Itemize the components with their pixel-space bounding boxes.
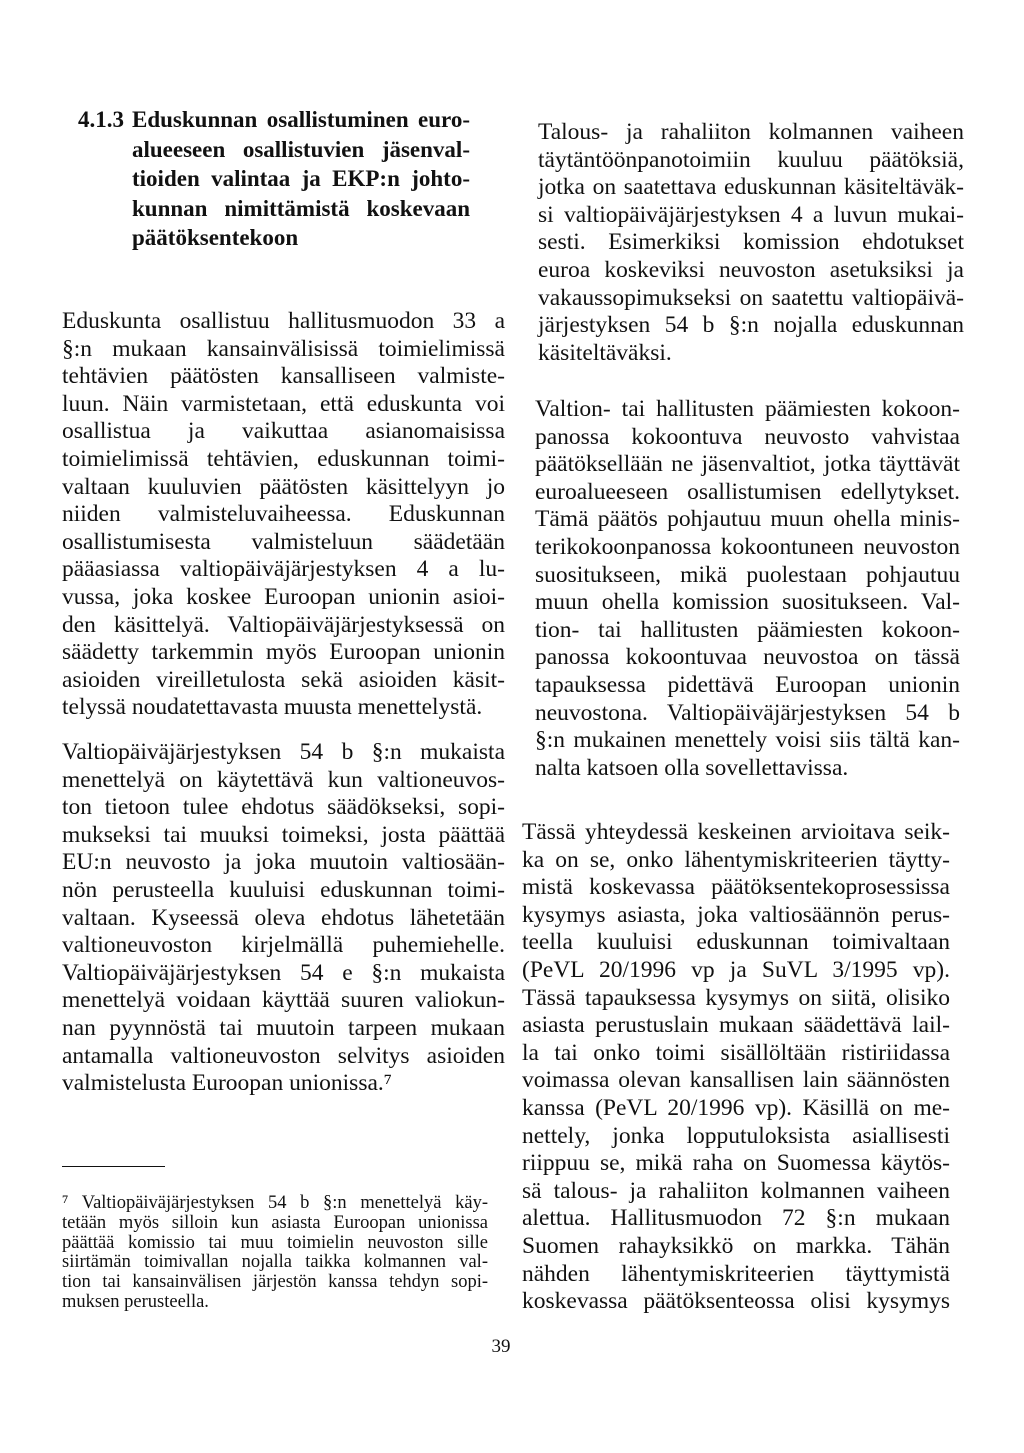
text-line: menettelyä voidaan käyttää suuren valiokun- bbox=[62, 987, 505, 1014]
text-line: tapauksessa pidettävä Euroopan unionin bbox=[535, 671, 960, 698]
text-line: Eduskunta osallistuu hallitusmuodon 33 a bbox=[62, 308, 505, 334]
text-line: vakaussopimukseksi on saatettu valtiopäivä- bbox=[538, 284, 964, 311]
text-line: muun ohella komission suositukseen. Val- bbox=[535, 589, 960, 616]
section-number: 4.1.3 bbox=[78, 107, 124, 132]
text-line: alueeseen osallistuvien jäsenval- bbox=[132, 136, 470, 162]
text-line: tetään myös silloin kun asiasta Euroopan unionissa bbox=[62, 1212, 488, 1233]
text-line: Tässä tapauksessa kysymys on siitä, olisiko bbox=[522, 984, 950, 1011]
text-line: nalta katsoen olla sovellettavissa. bbox=[535, 754, 849, 781]
text-line: toimielimissä tehtävien, eduskunnan toimi- bbox=[62, 445, 505, 472]
text-line: alettua. Hallitusmuodon 72 §:n mukaan bbox=[522, 1205, 950, 1232]
text-line: sä talous- ja rahaliiton kolmannen vaiheen bbox=[522, 1177, 950, 1204]
text-line: tion tai kansainvälisen järjestön kanssa tehdyn sopi- bbox=[62, 1272, 488, 1293]
paragraph bbox=[62, 308, 505, 722]
text-line: Valtiopäiväjärjestyksen 54 b §:n mukaista bbox=[62, 739, 505, 765]
text-line: valtaan. Kyseessä oleva ehdotus lähetetään bbox=[62, 904, 505, 931]
text-line: panossa kokoontuva neuvosto vahvistaa bbox=[535, 423, 960, 450]
text-line: asiasta perustuslain mukaan säädettävä lail- bbox=[522, 1012, 950, 1039]
paragraph bbox=[62, 739, 505, 1098]
text-line: menettelyä on käytettävä kun valtioneuvos- bbox=[62, 766, 505, 793]
text-line: koskevassa päätöksenteossa olisi kysymys bbox=[522, 1288, 950, 1315]
text-line: luun. Näin varmistetaan, että eduskunta voi bbox=[62, 390, 505, 417]
text-line: säädetty tarkemmin myös Euroopan unionin bbox=[62, 639, 505, 666]
text-line: muksen perusteella. bbox=[62, 1291, 209, 1312]
text-line: Talous- ja rahaliiton kolmannen vaiheen bbox=[538, 119, 964, 145]
text-line: osallistumisesta valmisteluun säädetään bbox=[62, 528, 505, 555]
page-number: 39 bbox=[491, 1336, 511, 1357]
text-line: päätöksentekoon bbox=[132, 225, 299, 250]
text-line: neuvostona. Valtiopäiväjärjestyksen 54 b bbox=[535, 699, 960, 726]
text-line: den käsittelyä. Valtiopäiväjärjestyksessä on bbox=[62, 611, 505, 638]
text-line: la tai onko toimi sisällöltään ristiriidassa bbox=[522, 1039, 950, 1066]
footnote-divider bbox=[62, 1166, 165, 1167]
text-line: panossa kokoontuvaa neuvostoa on tässä bbox=[535, 644, 960, 671]
text-line: terikokoonpanossa kokoontuneen neuvoston bbox=[535, 533, 960, 560]
text-line: (PeVL 20/1996 vp ja SuVL 3/1995 vp). bbox=[522, 956, 950, 983]
text-line: tion- tai hallitusten päämiesten kokoon- bbox=[535, 616, 960, 643]
text-line: suositukseen, mikä puolestaan pohjautuu bbox=[535, 561, 960, 588]
text-line: nan pyynnöstä tai muutoin tarpeen mukaan bbox=[62, 1014, 505, 1041]
section-heading bbox=[132, 105, 470, 253]
text-line: EU:n neuvosto ja joka muutoin valtiosään- bbox=[62, 849, 505, 876]
text-line: mistä koskevassa päätöksentekoprosessissa bbox=[522, 874, 950, 901]
text-line: euroalueeseen osallistumisen edellytykset. bbox=[535, 478, 960, 505]
text-line: täytäntöönpanotoimiin kuuluu päätöksiä, bbox=[538, 146, 964, 173]
text-line: nön perusteella kuuluisi eduskunnan toimi- bbox=[62, 876, 505, 903]
text-line: päättää komissio tai muu toimielin neuvoston sille bbox=[62, 1232, 488, 1253]
text-line: voimassa olevan kansallisen lain säännösten bbox=[522, 1067, 950, 1094]
text-line: Tämä päätös pohjautuu muun ohella minis- bbox=[535, 506, 960, 533]
text-line: nähden lähentymiskriteerien täyttymistä bbox=[522, 1260, 950, 1287]
paragraph bbox=[535, 396, 960, 782]
text-line: valtaan kuuluvien päätösten käsittelyyn jo bbox=[62, 473, 505, 500]
paragraph bbox=[522, 819, 950, 1316]
text-line: teella kuuluisi eduskunnan toimivaltaan bbox=[522, 929, 950, 956]
text-line: §:n mukaan kansainvälisissä toimielimissä bbox=[62, 335, 505, 362]
text-line: sesti. Esimerkiksi komission ehdotukset bbox=[538, 229, 964, 256]
text-line: tioiden valintaa ja EKP:n johto- bbox=[132, 166, 470, 191]
text-line: Eduskunnan osallistuminen euro- bbox=[132, 107, 470, 132]
text-line: ton tietoon tulee ehdotus säädökseksi, sopi- bbox=[62, 794, 505, 821]
text-line: asioiden vireilletulosta sekä asioiden käsit- bbox=[62, 666, 505, 693]
text-line: euroa koskeviksi neuvoston asetuksiksi ja bbox=[538, 256, 964, 283]
text-line: riippuu se, mikä raha on Suomessa käytös- bbox=[522, 1150, 950, 1177]
text-line: niiden valmisteluvaiheessa. Eduskunnan bbox=[62, 501, 505, 528]
text-line: käsiteltäväksi. bbox=[538, 339, 672, 366]
text-line: vussa, joka koskee Euroopan unionin asioi- bbox=[62, 583, 505, 610]
text-line: Valtion- tai hallitusten päämiesten kokoon- bbox=[535, 396, 960, 422]
text-line: §:n mukainen menettely voisi siis tältä kan- bbox=[535, 727, 960, 754]
paragraph bbox=[538, 119, 964, 367]
text-line: kysymys asiasta, joka valtiosäännön perus- bbox=[522, 901, 950, 928]
text-line: ⁷ Valtiopäiväjärjestyksen 54 b §:n menettelyä käy- bbox=[62, 1193, 488, 1213]
text-line: Suomen rahayksikkö on markka. Tähän bbox=[522, 1232, 950, 1259]
text-line: valmistelusta Euroopan unionissa.⁷ bbox=[62, 1070, 392, 1097]
text-line: pääasiassa valtiopäiväjärjestyksen 4 a lu- bbox=[62, 556, 505, 583]
footnote bbox=[62, 1194, 488, 1313]
text-line: osallistua ja vaikuttaa asianomaisissa bbox=[62, 418, 505, 445]
text-line: Tässä yhteydessä keskeinen arvioitava seik- bbox=[522, 819, 950, 845]
text-line: tehtävien päätösten kansalliseen valmiste- bbox=[62, 363, 505, 390]
text-line: antamalla valtioneuvoston selvitys asioiden bbox=[62, 1042, 505, 1069]
text-line: mukseksi tai muuksi toimeksi, josta päättää bbox=[62, 821, 505, 848]
text-line: siirtämän toimivallan nojalla taikka kolmannen val- bbox=[62, 1252, 488, 1273]
text-line: nettely, jonka lopputuloksista asiallisesti bbox=[522, 1122, 950, 1149]
text-line: si valtiopäiväjärjestyksen 4 a luvun mukai- bbox=[538, 201, 964, 228]
text-line: Valtiopäiväjärjestyksen 54 e §:n mukaista bbox=[62, 959, 505, 986]
text-line: jotka on saatettava eduskunnan käsiteltäväk- bbox=[538, 174, 964, 201]
text-line: järjestyksen 54 b §:n nojalla eduskunnan bbox=[538, 312, 964, 339]
text-line: kunnan nimittämistä koskevaan bbox=[132, 195, 470, 221]
text-line: ka on se, onko lähentymiskriteerien täytty- bbox=[522, 846, 950, 873]
text-line: valtioneuvoston kirjelmällä puhemiehelle. bbox=[62, 932, 505, 959]
text-line: päätöksellään ne jäsenvaltiot, jotka täyttävät bbox=[535, 451, 960, 478]
text-line: telyssä noudatettavasta muusta menettelystä. bbox=[62, 694, 483, 721]
text-line: kanssa (PeVL 20/1996 vp). Käsillä on me- bbox=[522, 1094, 950, 1121]
